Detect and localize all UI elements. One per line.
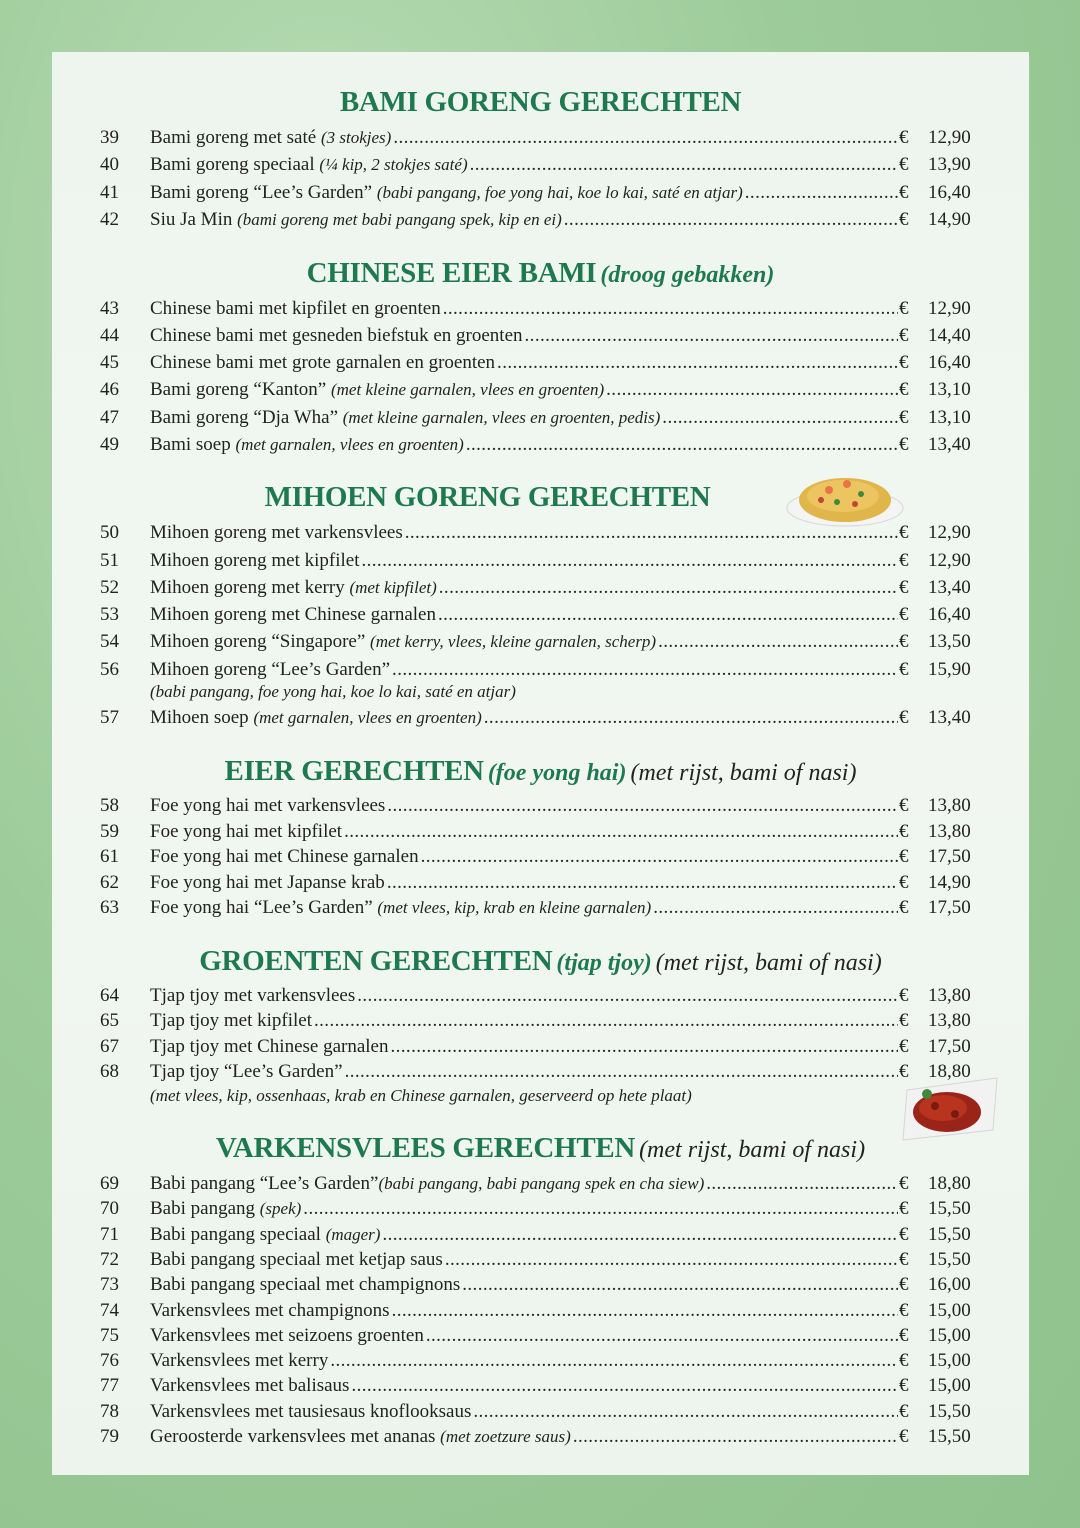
menu-item: 56 Mihoen goreng “Lee’s Garden” ..... € 15,90: [52, 657, 1029, 683]
menu-item: 53 Mihoen goreng met Chinese garnalen ..... € 16,40: [52, 602, 1029, 628]
menu-item: 67 Tjap tjoy met Chinese garnalen ..... € 17,50: [52, 1034, 1029, 1060]
menu-item: 43 Chinese bami met kipfilet en groenten ..... € 12,90: [52, 296, 1029, 322]
menu-item: 51 Mihoen goreng met kipfilet ..... € 12,90: [52, 548, 1029, 574]
menu-item: 46 Bami goreng “Kanton” (met kleine garnalen, vlees en groenten) ..... € 13,10: [52, 377, 1029, 403]
menu-item: 45 Chinese bami met grote garnalen en groenten ..... € 16,40: [52, 350, 1029, 376]
menu-item: 70 Babi pangang (spek) ..... € 15,50: [52, 1196, 1029, 1222]
menu-item: 58 Foe yong hai met varkensvlees ..... € 13,80: [52, 793, 1029, 819]
menu-item: 47 Bami goreng “Dja Wha” (met kleine garnalen, vlees en groenten, pedis) ..... € 13,10: [52, 405, 1029, 431]
menu-item: 41 Bami goreng “Lee’s Garden” (babi pangang, foe yong hai, koe lo kai, saté en atjar) ..... € 16,40: [52, 180, 1029, 206]
menu-item: 73 Babi pangang speciaal met champignons ..... € 16,00: [52, 1272, 1029, 1298]
menu-item: 62 Foe yong hai met Japanse krab ..... € 14,90: [52, 870, 1029, 896]
menu-item: 50 Mihoen goreng met varkensvlees ..... € 12,90: [52, 520, 1029, 546]
menu-item: 39 Bami goreng met saté (3 stokjes) ..... € 12,90: [52, 125, 1029, 151]
menu-item: 49 Bami soep (met garnalen, vlees en groenten) ..... € 13,40: [52, 432, 1029, 458]
menu-item: 52 Mihoen goreng met kerry (met kipfilet) ..... € 13,40: [52, 575, 1029, 601]
menu-item: 54 Mihoen goreng “Singapore” (met kerry, vlees, kleine garnalen, scherp) ..... € 13,50: [52, 629, 1029, 655]
menu-item: 77 Varkensvlees met balisaus ..... € 15,00: [52, 1373, 1029, 1399]
menu-item: 72 Babi pangang speciaal met ketjap saus ..... € 15,50: [52, 1247, 1029, 1273]
section-heading-groenten-gerechten: GROENTEN GERECHTEN (tjap tjoy) (met rijst, bami of nasi): [199, 945, 882, 977]
section-heading-varkensvlees-gerechten: VARKENSVLEES GERECHTEN (met rijst, bami of nasi): [215, 1132, 866, 1164]
section-heading-mihoen-goreng: MIHOEN GORENG GERECHTEN: [264, 481, 711, 513]
menu-item: 71 Babi pangang speciaal (mager) ..... € 15,50: [52, 1222, 1029, 1248]
noodle-dish-photo: [785, 460, 905, 528]
section-heading-chinese-eier-bami: CHINESE EIER BAMI (droog gebakken): [306, 257, 775, 289]
menu-item: 42 Siu Ja Min (bami goreng met babi pangang spek, kip en ei) ..... € 14,90: [52, 207, 1029, 233]
menu-item: 63 Foe yong hai “Lee’s Garden” (met vlees, kip, krab en kleine garnalen) ..... € 17,50: [52, 895, 1029, 921]
menu-panel: [52, 52, 1029, 1475]
menu-item: 75 Varkensvlees met seizoens groenten ..... € 15,00: [52, 1323, 1029, 1349]
menu-item: 78 Varkensvlees met tausiesaus knoflooksaus ..... € 15,50: [52, 1399, 1029, 1425]
menu-item: 44 Chinese bami met gesneden biefstuk en groenten ..... € 14,40: [52, 323, 1029, 349]
menu-item: 40 Bami goreng speciaal (¼ kip, 2 stokjes saté) ..... € 13,90: [52, 152, 1029, 178]
menu-item: 76 Varkensvlees met kerry ..... € 15,00: [52, 1348, 1029, 1374]
section-heading-eier-gerechten: EIER GERECHTEN (foe yong hai) (met rijst, bami of nasi): [224, 755, 857, 787]
menu-item: 68 Tjap tjoy “Lee’s Garden” ..... € 18,80: [52, 1059, 1029, 1085]
menu-item-subline: (met vlees, kip, ossenhaas, krab en Chinese garnalen, geserveerd op hete plaat): [150, 1086, 692, 1105]
menu-item-subline: (babi pangang, foe yong hai, koe lo kai, saté en atjar): [150, 682, 516, 701]
menu-item: 61 Foe yong hai met Chinese garnalen ..... € 17,50: [52, 844, 1029, 870]
menu-item: 79 Geroosterde varkensvlees met ananas (met zoetzure saus) ..... € 15,50: [52, 1424, 1029, 1450]
menu-item: 59 Foe yong hai met kipfilet ..... € 13,80: [52, 819, 1029, 845]
menu-item: 69 Babi pangang “Lee’s Garden”(babi pangang, babi pangang spek en cha siew) ..... € 18,80: [52, 1171, 1029, 1197]
menu-item: 74 Varkensvlees met champignons ..... € 15,00: [52, 1298, 1029, 1324]
menu-item: 57 Mihoen soep (met garnalen, vlees en groenten) ..... € 13,40: [52, 705, 1029, 731]
menu-item: 65 Tjap tjoy met kipfilet ..... € 13,80: [52, 1008, 1029, 1034]
section-heading-bami-goreng: BAMI GORENG GERECHTEN: [339, 86, 742, 118]
menu-item: 64 Tjap tjoy met varkensvlees ..... € 13,80: [52, 983, 1029, 1009]
